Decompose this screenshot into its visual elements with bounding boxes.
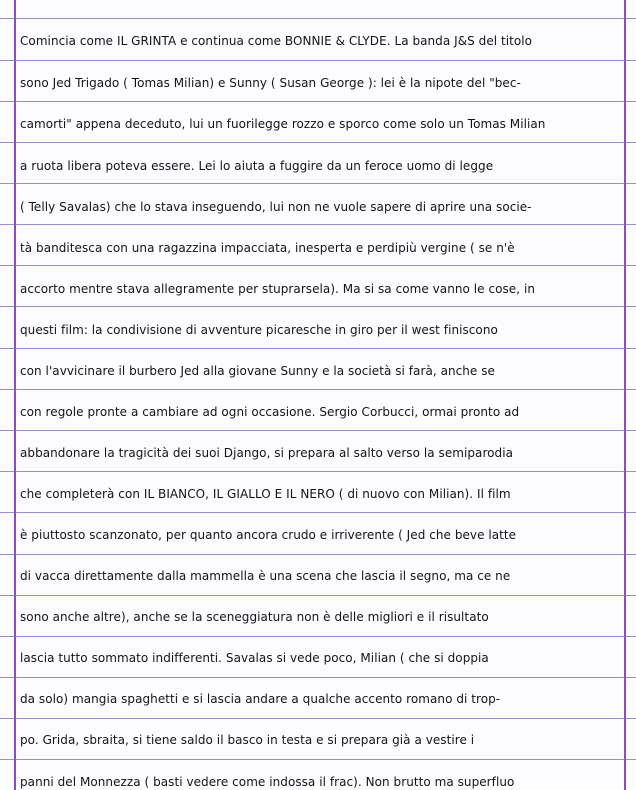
ruled-line bbox=[0, 101, 636, 102]
text-line-7: accorto mentre stava allegramente per stuprarsela). Ma si sa come vanno le cose, in bbox=[20, 282, 535, 296]
text-line-12: che completerà con IL BIANCO, IL GIALLO E IL NERO ( di nuovo con Milian). Il film bbox=[20, 487, 511, 501]
ruled-line bbox=[0, 512, 636, 513]
text-line-8: questi film: la condivisione di avventure picaresche in giro per il west finiscono bbox=[20, 323, 498, 337]
text-line-10: con regole pronte a cambiare ad ogni occasione. Sergio Corbucci, ormai pronto ad bbox=[20, 405, 520, 419]
ruled-line bbox=[0, 306, 636, 307]
ruled-line bbox=[0, 142, 636, 143]
text-line-13: è piuttosto scanzonato, per quanto ancora crudo e irriverente ( Jed che beve latte bbox=[20, 528, 517, 542]
ruled-line bbox=[0, 554, 636, 555]
ruled-line bbox=[0, 18, 636, 19]
text-line-6: tà banditesca con una ragazzina impacciata, inesperta e perdipiù vergine ( se n'è bbox=[20, 241, 515, 255]
text-line-18: po. Grida, sbraita, si tiene saldo il basco in testa e si prepara già a vestire i bbox=[20, 733, 475, 747]
text-line-14: di vacca direttamente dalla mammella è una scena che lascia il segno, ma ce ne bbox=[20, 569, 511, 583]
text-line-11: abbandonare la tragicità dei suoi Django, si prepara al salto verso la semiparodia bbox=[20, 446, 514, 460]
ruled-line bbox=[0, 389, 636, 390]
left-margin-line bbox=[14, 0, 16, 790]
ruled-line bbox=[0, 430, 636, 431]
text-line-4: a ruota libera poteva essere. Lei lo aiuta a fuggire da un feroce uomo di legge bbox=[20, 159, 494, 173]
ruled-line bbox=[0, 677, 636, 678]
ruled-line bbox=[0, 759, 636, 760]
text-line-1: Comincia come IL GRINTA e continua come BONNIE & CLYDE. La banda J&S del titolo bbox=[20, 34, 533, 48]
ruled-line bbox=[0, 471, 636, 472]
text-line-9: con l'avvicinare il burbero Jed alla giovane Sunny e la società si farà, anche se bbox=[20, 364, 495, 378]
text-line-17: da solo) mangia spaghetti e si lascia andare a qualche accento romano di trop- bbox=[20, 692, 501, 706]
text-line-3: camorti" appena deceduto, lui un fuorilegge rozzo e sporco come solo un Tomas Milian bbox=[20, 117, 546, 131]
text-line-15: sono anche altre), anche se la sceneggiatura non è delle migliori e il risultato bbox=[20, 610, 489, 624]
text-line-19: panni del Monnezza ( basti vedere come indossa il frac). Non brutto ma superfluo bbox=[20, 775, 515, 789]
ruled-line bbox=[0, 183, 636, 184]
text-line-16: lascia tutto sommato indifferenti. Savalas si vede poco, Milian ( che si doppia bbox=[20, 651, 489, 665]
ruled-line bbox=[0, 348, 636, 349]
right-margin-line bbox=[624, 0, 626, 790]
ruled-line bbox=[0, 224, 636, 225]
text-line-5: ( Telly Savalas) che lo stava inseguendo, lui non ne vuole sapere di aprire una socie- bbox=[20, 200, 532, 214]
ruled-line bbox=[0, 595, 636, 596]
ruled-line bbox=[0, 60, 636, 61]
ruled-line bbox=[0, 636, 636, 637]
text-line-2: sono Jed Trigado ( Tomas Milian) e Sunny ( Susan George ): lei è la nipote del "bec- bbox=[20, 76, 521, 90]
ruled-line bbox=[0, 718, 636, 719]
ruled-line bbox=[0, 265, 636, 266]
